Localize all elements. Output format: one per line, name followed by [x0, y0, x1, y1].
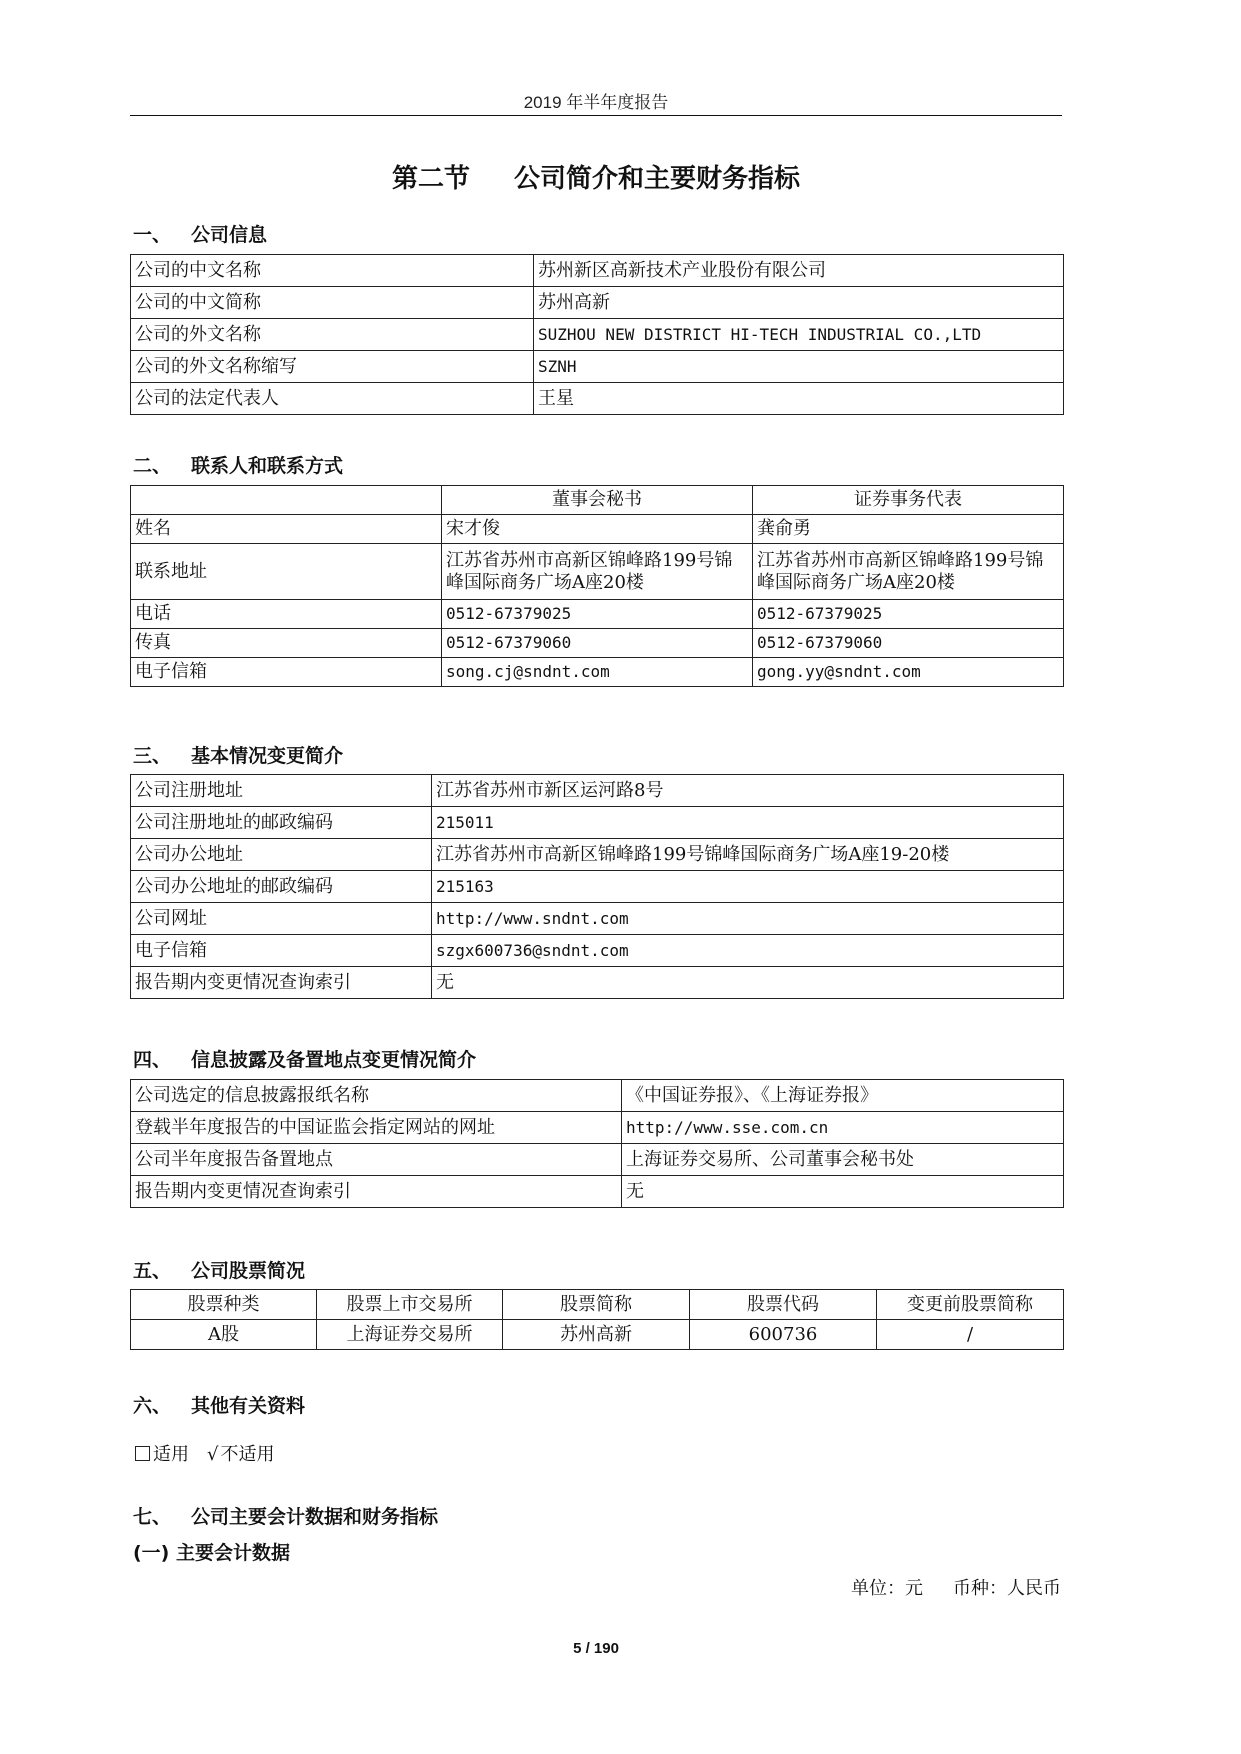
page-number: 5 / 190: [573, 1640, 619, 1657]
table-row: 公司半年度报告备置地点 上海证券交易所、公司董事会秘书处: [131, 1144, 1064, 1176]
heading-other: 六、 其他有关资料: [133, 1395, 306, 1417]
table-row: 公司注册地址的邮政编码 215011: [131, 807, 1064, 839]
heading-accounting: 七、 公司主要会计数据和财务指标: [133, 1506, 439, 1528]
company-info-table: [130, 254, 1064, 415]
table-row: 公司的中文简称 苏州高新: [131, 287, 1064, 319]
unit-note: [851, 1574, 1061, 1600]
table-row: A股 上海证券交易所 苏州高新 600736 /: [131, 1320, 1064, 1350]
table-row: 报告期内变更情况查询索引 无: [131, 967, 1064, 999]
table-row: 电子信箱 szgx600736@sndnt.com: [131, 935, 1064, 967]
table-row: 电话 0512-67379025 0512-67379025: [131, 600, 1064, 629]
option-not-applicable: 不适用: [220, 1444, 275, 1465]
table-row: 登载半年度报告的中国证监会指定网站的网址 http://www.sse.com.cn: [131, 1112, 1064, 1144]
table-header-row: 董事会秘书 证券事务代表: [131, 486, 1064, 515]
checkbox-icon: [135, 1446, 150, 1461]
table-row: 报告期内变更情况查询索引 无: [131, 1176, 1064, 1208]
option-applicable: 适用: [153, 1444, 189, 1465]
check-mark-icon: √: [207, 1444, 219, 1465]
table-row: 公司选定的信息披露报纸名称 《中国证券报》、《上海证券报》: [131, 1080, 1064, 1112]
table-row: 电子信箱 song.cj@sndnt.com gong.yy@sndnt.com: [131, 658, 1064, 687]
table-row: 公司网址 http://www.sndnt.com: [131, 903, 1064, 935]
table-header-row: 股票种类 股票上市交易所 股票简称 股票代码 变更前股票简称: [131, 1290, 1064, 1320]
table-row: 公司注册地址 江苏省苏州市新区运河路8号: [131, 775, 1064, 807]
table-row: 公司办公地址 江苏省苏州市高新区锦峰路199号锦峰国际商务广场A座19-20楼: [131, 839, 1064, 871]
section-label: 第二节: [391, 164, 470, 194]
heading-stock: 五、 公司股票简况: [133, 1260, 306, 1282]
table-row: 传真 0512-67379060 0512-67379060: [131, 629, 1064, 658]
table-row: 公司办公地址的邮政编码 215163: [131, 871, 1064, 903]
contacts-table: [130, 485, 1064, 687]
stock-table: [130, 1289, 1064, 1350]
heading-contacts: 二、 联系人和联系方式: [133, 455, 344, 477]
table-row: 公司的外文名称缩写 SZNH: [131, 351, 1064, 383]
heading-basic-changes: 三、 基本情况变更简介: [133, 745, 344, 767]
basic-changes-table: [130, 774, 1064, 999]
running-header: 2019 年半年度报告: [523, 93, 669, 112]
header-rule: [130, 115, 1062, 116]
table-row: 姓名 宋才俊 龚俞勇: [131, 515, 1064, 544]
table-row: 公司的外文名称 SUZHOU NEW DISTRICT HI-TECH INDUSTRIAL CO.,LTD: [131, 319, 1064, 351]
table-row: 联系地址 江苏省苏州市高新区锦峰路199号锦峰国际商务广场A座20楼 江苏省苏州市高新区锦峰路199号锦峰国际商务广场A座20楼: [131, 544, 1064, 600]
heading-disclosure: 四、 信息披露及备置地点变更情况简介: [133, 1049, 477, 1071]
disclosure-table: [130, 1079, 1064, 1208]
subheading-accounting-data: (一) 主要会计数据: [133, 1542, 290, 1564]
unit-label: 单位：元: [851, 1578, 923, 1599]
heading-company-info: 一、 公司信息: [133, 224, 268, 246]
section-name: 公司简介和主要财务指标: [514, 164, 801, 194]
table-row: 公司的中文名称 苏州新区高新技术产业股份有限公司: [131, 255, 1064, 287]
table-row: 公司的法定代表人 王星: [131, 383, 1064, 415]
applicability-options: [135, 1440, 274, 1466]
currency-label: 币种：人民币: [953, 1578, 1061, 1599]
section-title: [130, 158, 1062, 195]
